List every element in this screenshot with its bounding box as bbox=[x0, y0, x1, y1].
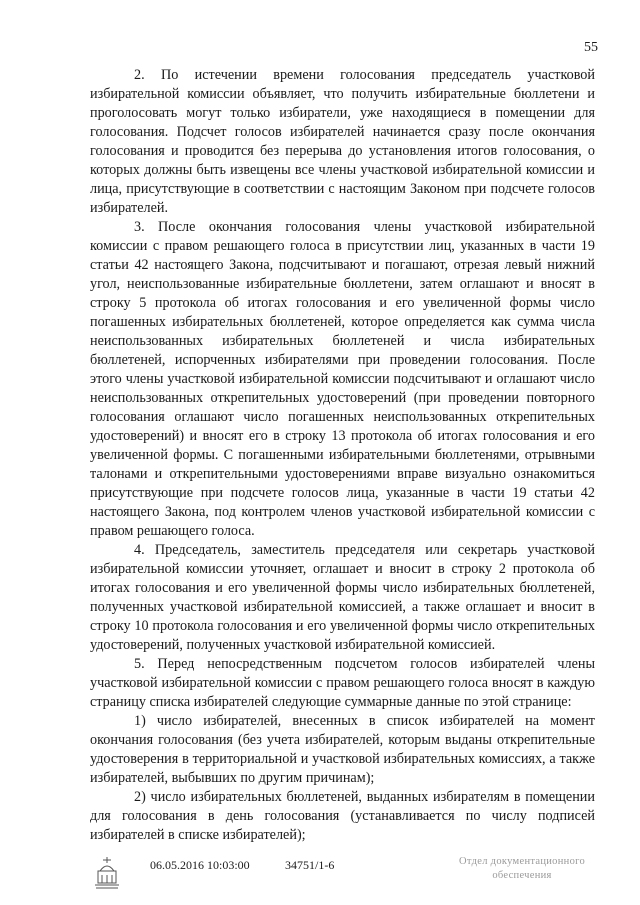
list-item-1: 1) число избирателей, внесенных в список избирателей на момент окончания голосования (без учета избирателей, которым выданы открепительные удостоверения в территориальной и участковой избирательных комиссиях, а также избирателей, выбывших по другим причинам); bbox=[90, 713, 595, 786]
list-item-2: 2) число избирательных бюллетеней, выданных избирателям в помещении для голосования в день голосования (устанавливается по числу подписей избирателей в списке избирателей); bbox=[90, 789, 595, 843]
paragraph-5: 5. Перед непосредственным подсчетом голосов избирателей члены участковой избирательной комиссии с правом решающего голоса вносят в каждую страницу списка избирателей следующие суммарные данные по этой странице: bbox=[90, 656, 595, 710]
department-stamp bbox=[452, 855, 592, 883]
paragraph-4: 4. Председатель, заместитель председателя или секретарь участковой избирательной комиссии уточняет, оглашает и вносит в строку 2 протокола об итогах голосования и его увеличенной формы число избирательных бюллетеней, полученных участковой избирательной комиссией, а также оглашает и вносит в строку 10 протокола голосования и его увеличенной формы число открепительных удостоверений, полученных участковой избирательной комиссией. bbox=[90, 542, 595, 653]
footer-registration-number: 34751/1-6 bbox=[285, 858, 335, 872]
paragraph-2: 2. По истечении времени голосования председатель участковой избирательной комиссии объявляет, что получить избирательные бюллетени и проголосовать могут только избиратели, уже находящиеся в помещении для голосования. Подсчет голосов избирателей начинается сразу после окончания голосования и проводится без перерыва до установления итогов голосования, о которых должны быть извещены все члены участковой избирательной комиссии и лица, присутствующие в соответствии с настоящим Законом при подсчете голосов избирателей. bbox=[90, 67, 595, 216]
stamp-line-2: обеспечения bbox=[492, 870, 552, 881]
footer-date: 06.05.2016 10:03:00 bbox=[150, 858, 250, 872]
page-number: 55 bbox=[584, 40, 598, 55]
emblem-icon bbox=[92, 855, 122, 891]
stamp-line-1: Отдел документационного bbox=[458, 856, 586, 867]
paragraph-3: 3. После окончания голосования члены участковой избирательной комиссии с правом решающего голоса в присутствии лиц, указанных в части 19 статьи 42 настоящего Закона, подсчитывают и погашают, отрезая левый нижний угол, неиспользованные избирательные бюллетени, затем оглашают и вносят в строку 5 протокола об итогах голосования и его увеличенной формы число погашенных избирательных бюллетеней, которое определяется как сумма числа неиспользованных избирательных бюллетеней и числа избирательных бюллетеней, испорченных избирателями при проведении голосования. После этого члены участковой избирательной комиссии подсчитывают и оглашают число неиспользованных открепительных удостоверений (при проведении повторного голосования оглашают число погашенных неиспользованных открепительных удостоверений) и вносят его в строку 13 протокола об итогах голосования и его увеличенной формы. С погашенными избирательными бюллетенями, отрывными талонами и открепительными удостоверениями вправе визуально ознакомиться присутствующие при подсчете голосов лица, указанные в части 19 статьи 42 настоящего Закона, под контролем членов участковой избирательной комиссии с правом решающего голоса. bbox=[90, 219, 595, 539]
document-body bbox=[90, 66, 595, 845]
